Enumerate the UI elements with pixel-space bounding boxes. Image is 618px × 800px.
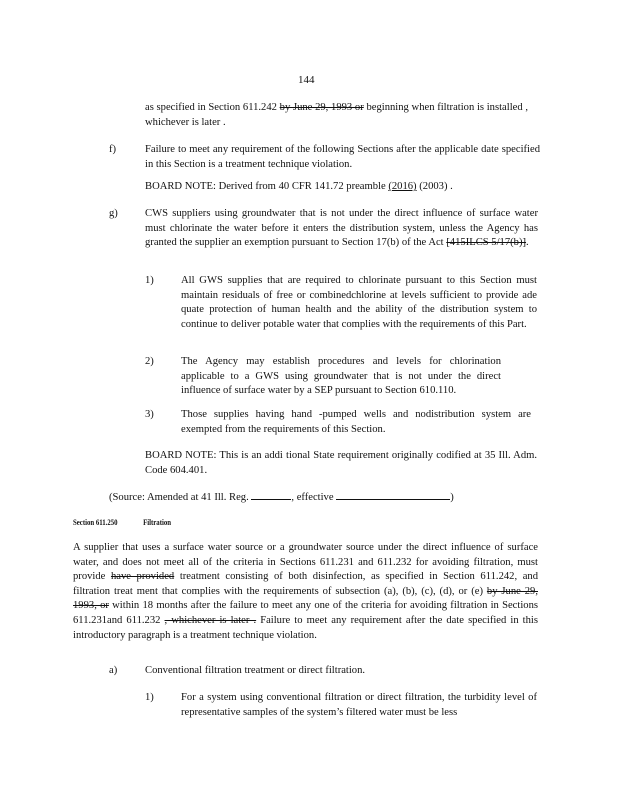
- board-note-g: BOARD NOTE: This is an addi tional State requirement originally codified at 35 Ill. Adm. Code 604.401.: [145, 450, 537, 476]
- cont-struck-text: by June 29, 1993 or: [279, 102, 364, 113]
- item-a1-label: 1): [145, 692, 154, 703]
- source-effective-blank: [336, 489, 450, 500]
- item-g-struck: [415ILCS 5/17(b)]: [446, 237, 527, 249]
- intro-struck-3: , whichever is later .: [164, 614, 257, 626]
- board-note-f: [145, 180, 540, 195]
- intro-text-1: A supplier that uses a surface water source or a groundwater source under the direct influence of surface water, and does not meet all of the criteria in Sections 611.231 and 611.232 for avoiding filtration, must provide: [73, 542, 538, 583]
- item-a1-text: For a system using conventional filtration or direct filtration, the turbidity level of representative samples of the system’s filtered water must be less: [181, 692, 537, 718]
- note-f-text-a: BOARD NOTE: Derived from 40 CFR 141.72 preamble: [145, 181, 386, 192]
- sub-g-2-label: 2): [145, 356, 154, 367]
- item-g-body: CWS suppliers using groundwater that is not under the direct influence of surface water must chlorinate the water before it enters the distribution system, unless the Agency has granted the supplier an exemption pursuant to Section 17(b) of the Act: [145, 208, 538, 249]
- continuation-paragraph: [145, 101, 528, 130]
- item-f-text: Failure to meet any requirement of the following Sections after the applicable date specified in this Section is a treatment technique violation.: [145, 144, 540, 170]
- item-g-end: .: [526, 237, 529, 249]
- item-a-text: Conventional filtration treatment or direct filtration.: [145, 665, 366, 676]
- note-f-text-b: (2003) .: [419, 181, 453, 192]
- intro-text-4: Failure to meet any requirement after the date specified in this introductory paragraph is a treatment technique violation.: [73, 614, 538, 641]
- intro-text-2: treatment consisting of both disinfection, as specified in Section 611.242, and filtration treat ment that complies with the requirements of subsection (a), (b), (c), (d), or (e): [73, 571, 538, 597]
- note-f-inserted: (2016): [388, 181, 417, 192]
- section-heading: [73, 518, 171, 528]
- sub-g-1-text: All GWS supplies that are required to chlorinate pursuant to this Section must maintain residuals of free or combinedchlorine at levels sufficient to provide ade quate protection of human health and the ability of the distribution system to continue to deliver potable water that complies with the requirements of this Part.: [181, 275, 537, 330]
- source-text-a: (Source: Amended at 41 Ill. Reg.: [109, 492, 249, 503]
- cont-text-a: as specified in Section 611.242: [145, 102, 277, 113]
- intro-struck-1: have provided: [110, 571, 175, 583]
- intro-paragraph: [73, 541, 538, 643]
- source-reg-blank: [251, 489, 291, 500]
- page-number: 144: [298, 74, 315, 86]
- source-text-c: ): [450, 492, 454, 503]
- section-number: Section 611.250: [73, 518, 118, 527]
- item-f-label: f): [109, 144, 117, 155]
- intro-text-3: within 18 months after the failure to meet any one of the criteria for avoiding filtration in Sections 611.231and 611.232: [73, 600, 538, 626]
- sub-g-3-label: 3): [145, 409, 154, 420]
- intro-struck-2: by June 29, 1993, or: [73, 585, 538, 612]
- cont-text-b: beginning when filtration is installed , whichever is later .: [145, 102, 528, 128]
- item-a-label: a): [109, 665, 118, 676]
- source-line: [109, 489, 529, 506]
- sub-g-3-text: Those supplies having hand -pumped wells and nodistribution system are exempted from the requirements of this Section.: [181, 409, 531, 435]
- sub-g-2-text: The Agency may establish procedures and levels for chlorination applicable to a GWS using groundwater that is not under the direct influence of surface water by a SEP pursuant to Section 610.110.: [181, 356, 501, 397]
- section-title: Filtration: [143, 518, 172, 527]
- item-g-label: g): [109, 208, 118, 219]
- sub-g-1-label: 1): [145, 275, 154, 286]
- source-text-b: , effective: [291, 492, 334, 503]
- item-g-text: [145, 207, 538, 251]
